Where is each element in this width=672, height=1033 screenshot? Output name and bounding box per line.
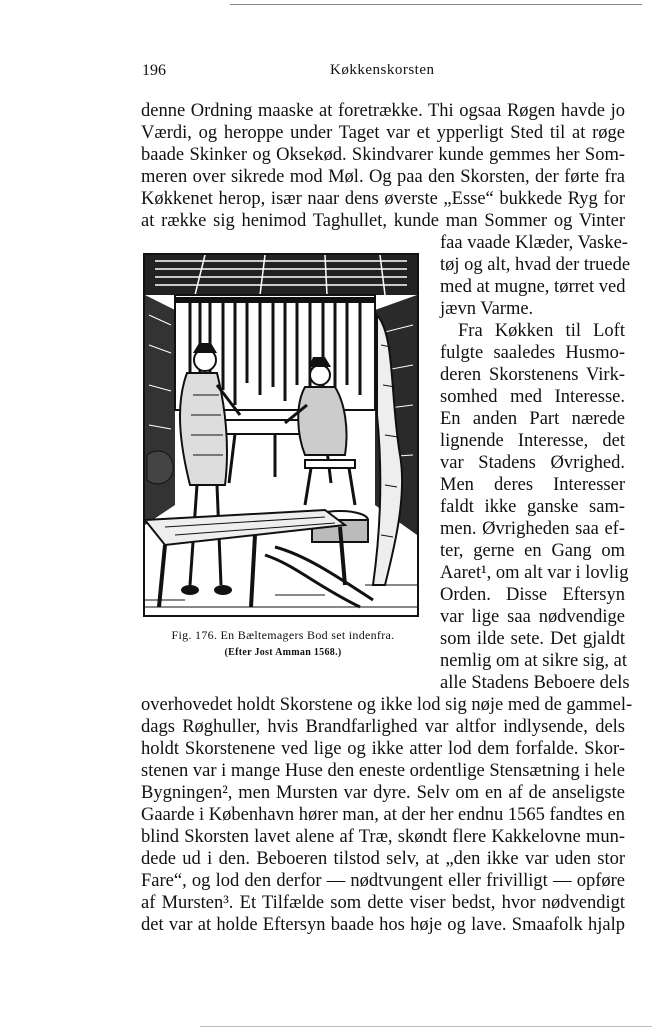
body-line: Gaarde i København hører man, at der her endnu 1565 fandtes en [141,805,625,825]
side-line: ter, gerne en Gang om [440,541,625,561]
body-line: det var at holde Eftersyn baade hos høje og lave. Smaafolk hjalp [141,915,625,935]
side-line: nemlig om at sikre sig, at [440,651,628,671]
body-line: blind Skorsten lavet alene af Træ, skøndt flere Kakkelovne mun- [141,827,625,847]
body-line: af Mursten³. Et Tilfælde som dette viser bedst, hvor nødvendigt [141,893,625,913]
side-line: fulgte saaledes Husmo- [440,343,625,363]
body-line: baade Skinker og Oksekød. Skindvarer kunde gemmes her Som- [141,145,625,165]
side-line: somhed med Interesse. [440,387,625,407]
body-line: Køkkenet herop, især naar dens øverste „Esse“ bukkede Ryg for [141,189,625,209]
woodcut-illustration [143,253,419,617]
body-line: dags Røghuller, hvis Brandfarlighed var altfor indlysende, dels [141,717,625,737]
side-line: Aaret¹, om alt var i lovlig [440,563,629,583]
body-line: at række sig henimod Taghullet, kunde man Sommer og Vinter [141,211,625,231]
body-line: stenen var i mange Huse den eneste ordentlige Stensætning i hele [141,761,625,781]
side-line: faldt ikke ganske sam- [440,497,625,517]
side-line: alle Stadens Beboere dels [440,673,630,693]
side-line: med at mugne, tørret ved [440,277,626,297]
side-line: jævn Varme. [440,299,534,319]
side-line: faa vaade Klæder, Vaske- [440,233,628,253]
body-line: Fare“, og lod den derfor — nødtvungent eller frivilligt — opføre [141,871,625,891]
bottom-rule [200,1026,652,1027]
side-line: var Stadens Øvrighed. [440,453,625,473]
body-line: dede ud i den. Beboeren tilstod selv, at „den ikke var uden stor [141,849,625,869]
figure-credit: (Efter Jost Amman 1568.) [224,647,342,658]
body-line: denne Ordning maaske at foretrække. Thi ogsaa Røgen havde jo [141,101,625,121]
side-line: var lige saa nødvendige [440,607,625,627]
side-line: Orden. Disse Eftersyn [440,585,625,605]
side-line: deren Skorstenens Virk- [440,365,625,385]
body-line: meren over sikrede mod Møl. Og paa den Skorsten, der førte fra [141,167,625,187]
side-line: tøj og alt, hvad der truede [440,255,631,275]
running-title: Køkkenskorsten [330,62,435,78]
side-line: men. Øvrigheden saa ef- [440,519,625,539]
figure-caption: Fig. 176. En Bæltemagers Bod set indenfra. [171,628,395,642]
side-line: En anden Part nærede [440,409,625,429]
side-line: Fra Køkken til Loft [458,321,625,341]
side-line: som ilde sete. Det gjaldt [440,629,625,649]
body-line: overhovedet holdt Skorstene og ikke lod sig nøje med de gammel- [141,695,633,715]
body-line: Bygningen², men Mursten var dyre. Selv om en af de anseligste [141,783,625,803]
body-line: Værdi, og heroppe under Taget var et ypperligt Sted til at røge [141,123,625,143]
body-line: holdt Skorstenene ved lige og ikke atter lod dem forfalde. Skor- [141,739,625,759]
side-line: Men deres Interesser [440,475,625,495]
top-rule [230,4,642,5]
side-line: lignende Interesse, det [440,431,625,451]
page-number: 196 [142,62,166,79]
